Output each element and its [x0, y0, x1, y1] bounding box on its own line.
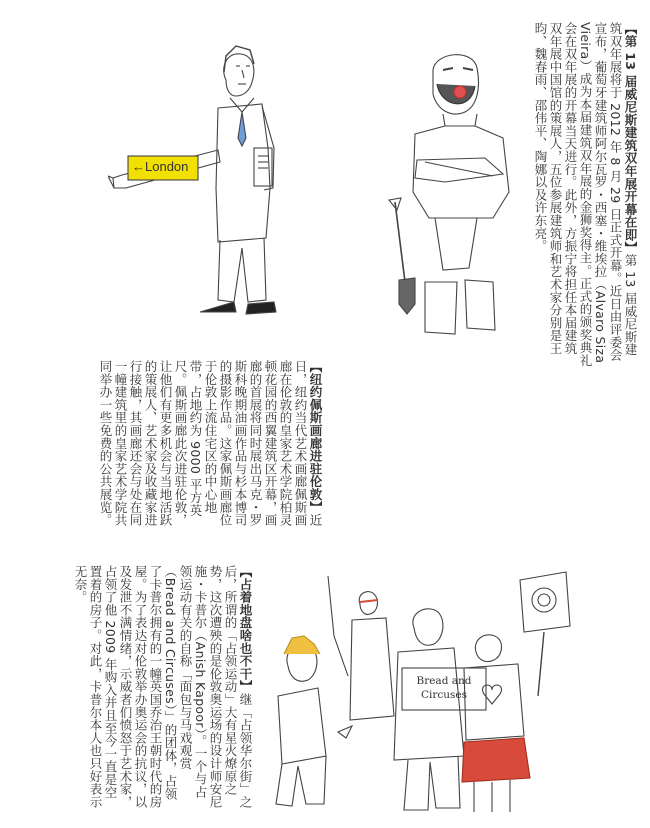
protest-sign-text: Bread and Circuses [416, 675, 472, 701]
london-sign-text: ←London [132, 159, 189, 174]
article-pace-headline: 【纽约佩斯画廊进驻伦敦】 [308, 360, 323, 514]
article-venice-headline: 【第 13 届威尼斯建筑双年展开幕在即】 [623, 22, 638, 255]
article-occupy-kapoor [73, 565, 253, 810]
article-occupy-body: 继「占领华尔街」之后，所谓的「占领运动」大有星火燎原之势，这次遭殃的是伦敦奥运场的设计师安尼施・卡普尔（Anish Kapoor）。一个与占领运动有关的自称「面包与马戏观赏（Bread and Circuses）」的团体，占领了卡普尔拥有的一幢英国乔治王朝时代的房屋。为了表达对伦敦举办奥运会的抗议，以及发泄不满情绪，示威者们愤怒于艺术家，占领了他 2009 年购入并且至今一直是空置着的房子。对此，卡普尔本人也只好表示无奈。 [73, 565, 253, 809]
illustration-man-with-shovel [385, 42, 520, 342]
illustration-man-pointing [108, 38, 278, 323]
article-pace-gallery [98, 360, 323, 538]
article-occupy-headline: 【占着地盘啥也不干】 [238, 565, 253, 693]
article-pace-body: 近日，纽约当代艺术画廊佩斯画廊在伦敦的皇家艺术学院柏灵顿花园的西翼建筑区开幕，画廊的首展将同时展出马克・罗斯科晚期油画作品与杉本博司的摄影作品。这家佩斯画廊位于伦敦上流住宅区的中心地带，占地约为 9000 平方英尺。佩斯画廊此次进驻伦敦，让他们有更多机会与当地活跃的策展人、艺术家及收藏家进行接触，其画廊还会与处在同一幢建筑里的皇家艺术学院共同举办一些免费的公共展览。 [98, 360, 323, 527]
article-venice-body: 第 13 届威尼斯建筑双年展将于 2012 年 8 月 29 日正式开幕。近日由评委会宣布，葡萄牙建筑师阿尔瓦罗・西塞・维埃拉（Alvaro Siza Vieira）成为本届建筑双年展的金狮奖得主。正式的颁奖典礼会在双年展的开幕当天进行。此外，方振宁将担任本届建筑双年展中国馆的策展人，五位参展建筑师和艺术家分别是王昀、魏春雨、邵伟平、陶娜以及许东亮。 [533, 22, 638, 367]
illustration-protest-crowd [268, 556, 578, 816]
